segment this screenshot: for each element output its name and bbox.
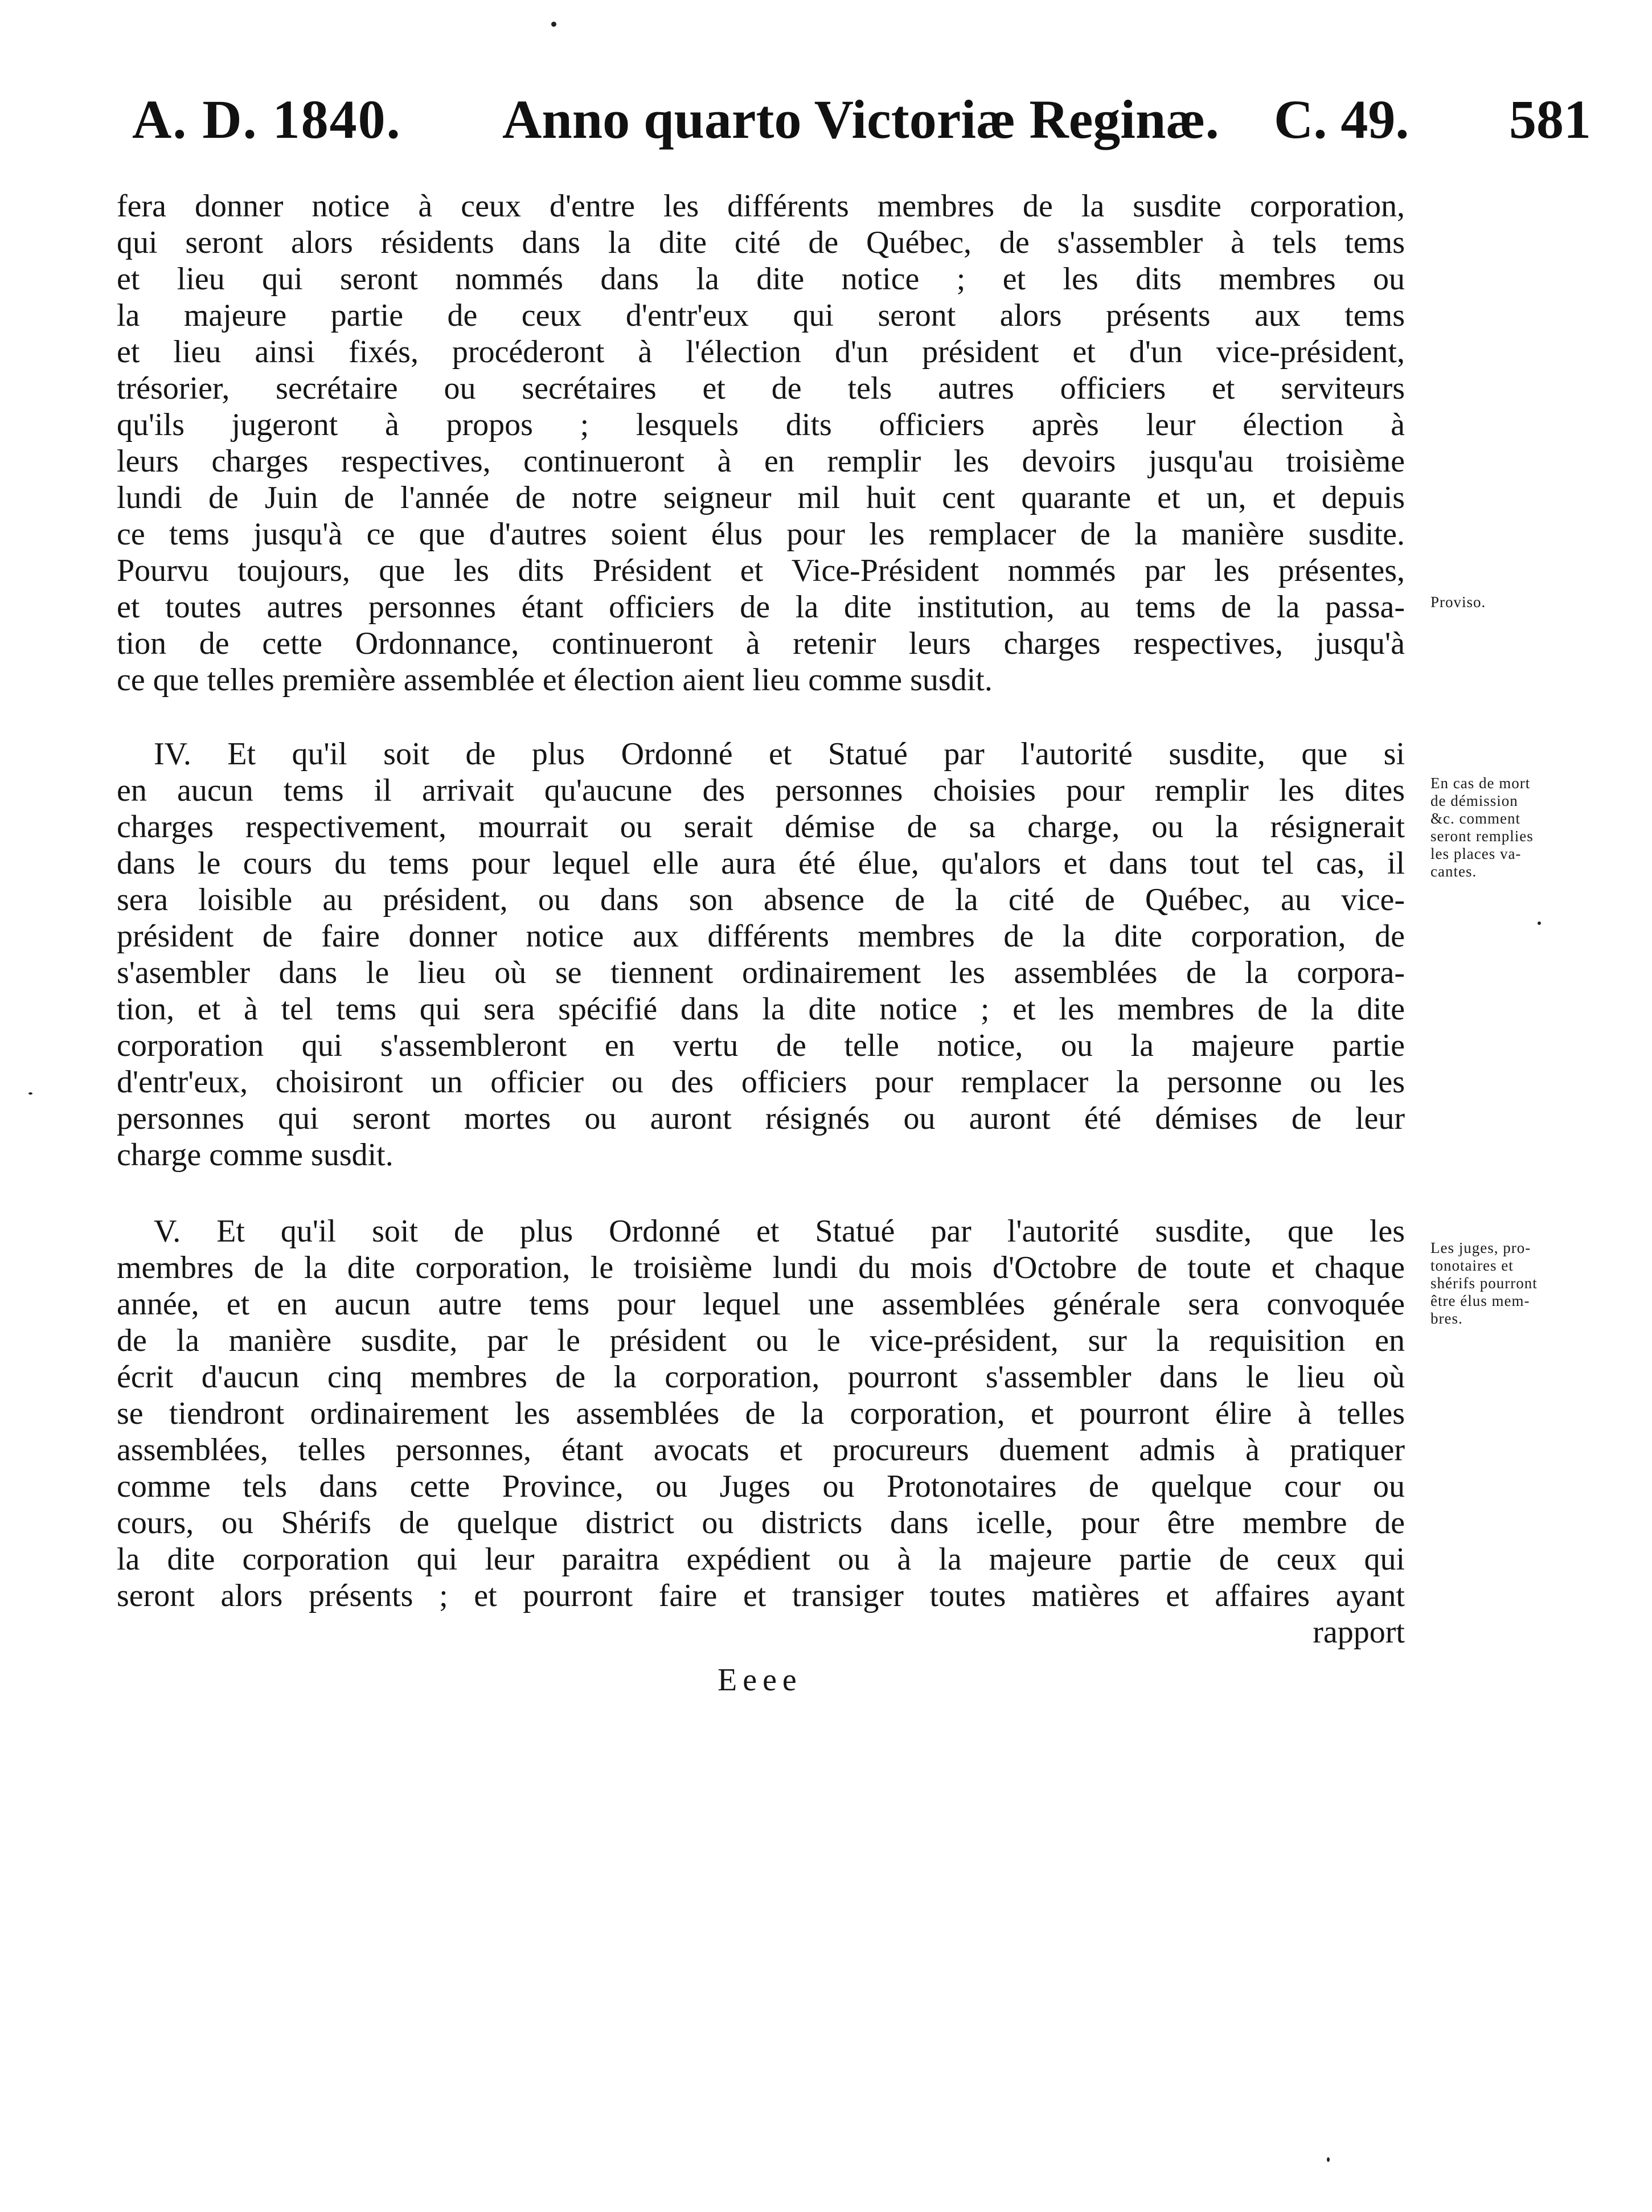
year-heading: A. D. 1840. xyxy=(132,89,401,150)
text-line: charges respectivement, mourrait ou serait démise de sa charge, ou la résignerait xyxy=(117,809,1405,845)
text-line: membres de la dite corporation, le troisième lundi du mois d'Octobre de toute et chaque xyxy=(117,1250,1405,1285)
margin-note-line: Proviso. xyxy=(1430,593,1486,611)
text-line: s'asembler dans le lieu où se tiennent ordinairement les assemblées de la corpora- xyxy=(117,955,1405,990)
text-line: charge comme susdit. xyxy=(117,1137,393,1173)
margin-note-line: bres. xyxy=(1430,1310,1463,1327)
text-line: se tiendront ordinairement les assemblées de la corporation, et pourront élire à telles xyxy=(117,1396,1405,1431)
text-line: président de faire donner notice aux différents membres de la dite corporation, de xyxy=(117,919,1405,954)
page-number: 581 xyxy=(1509,89,1591,150)
text-line: tion de cette Ordonnance, continueront à retenir leurs charges respectives, jusqu'à xyxy=(117,626,1405,661)
margin-note-line: seront remplies xyxy=(1430,828,1534,845)
catchword: rapport xyxy=(1313,1615,1405,1650)
section-opening-line: IV. Et qu'il soit de plus Ordonné et Statué par l'autorité susdite, que si xyxy=(154,736,1405,772)
scan-speck xyxy=(551,22,556,27)
text-line: assemblées, telles personnes, étant avocats et procureurs duement admis à pratiquer xyxy=(117,1432,1405,1468)
scan-speck xyxy=(1538,921,1541,925)
proviso-line: Pourvu toujours, que les dits Président et Vice-Président nommés par les présentes, xyxy=(117,553,1405,588)
section-opening-line: V. Et qu'il soit de plus Ordonné et Statué par l'autorité susdite, que les xyxy=(154,1214,1405,1249)
text-line: année, et en aucun autre tems pour lequel une assemblées générale sera convoquée xyxy=(117,1287,1405,1322)
margin-note-line: de démission xyxy=(1430,792,1518,809)
text-line: qu'ils jugeront à propos ; lesquels dits officiers après leur élection à xyxy=(117,407,1405,443)
text-line: ce que telles première assemblée et élection aient lieu comme susdit. xyxy=(117,662,993,698)
margin-note-vacancies xyxy=(1430,775,1534,880)
text-line: cours, ou Shérifs de quelque district ou districts dans icelle, pour être membre de xyxy=(117,1505,1405,1541)
text-line: tion, et à tel tems qui sera spécifié dans la dite notice ; et les membres de la dite xyxy=(117,992,1405,1027)
text-line: sera loisible au président, ou dans son absence de la cité de Québec, au vice- xyxy=(117,882,1405,917)
scan-speck xyxy=(28,1092,32,1095)
text-line: trésorier, secrétaire ou secrétaires et de tels autres officiers et serviteurs xyxy=(117,371,1405,406)
text-line: dans le cours du tems pour lequel elle aura été élue, qu'alors et dans tout tel cas, il xyxy=(117,846,1405,881)
margin-note-line: &c. comment xyxy=(1430,810,1520,827)
margin-note-line: tonotaires et xyxy=(1430,1257,1514,1274)
signature-mark: Eeee xyxy=(718,1662,802,1698)
scan-speck xyxy=(1327,2157,1330,2162)
text-line: et toutes autres personnes étant officiers de la dite institution, au tems de la passa- xyxy=(117,589,1405,625)
margin-note-line: être élus mem- xyxy=(1430,1292,1530,1309)
margin-note-line: shérifs pourront xyxy=(1430,1275,1538,1292)
text-line: fera donner notice à ceux d'entre les différents membres de la susdite corporation, xyxy=(117,189,1405,224)
text-line: personnes qui seront mortes ou auront résignés ou auront été démises de leur xyxy=(117,1101,1405,1136)
margin-note-line: En cas de mort xyxy=(1430,775,1531,792)
text-line: qui seront alors résidents dans la dite cité de Québec, de s'assembler à tels tems xyxy=(117,225,1405,260)
running-title: Anno quarto Victoriæ Reginæ. xyxy=(502,89,1219,150)
text-line: écrit d'aucun cinq membres de la corporation, pourront s'assembler dans le lieu où xyxy=(117,1359,1405,1395)
text-line: la dite corporation qui leur paraitra expédient ou à la majeure partie de ceux qui xyxy=(117,1542,1405,1577)
text-line: en aucun tems il arrivait qu'aucune des personnes choisies pour remplir les dites xyxy=(117,773,1405,808)
text-line: et lieu qui seront nommés dans la dite notice ; et les dits membres ou xyxy=(117,261,1405,297)
text-line: de la manière susdite, par le président ou le vice-président, sur la requisition en xyxy=(117,1323,1405,1358)
text-line: corporation qui s'assembleront en vertu de telle notice, ou la majeure partie xyxy=(117,1028,1405,1063)
margin-note-judges xyxy=(1430,1239,1538,1328)
chapter-number: C. 49. xyxy=(1274,89,1409,150)
text-line: d'entr'eux, choisiront un officier ou des officiers pour remplacer la personne ou les xyxy=(117,1064,1405,1100)
text-line: comme tels dans cette Province, ou Juges ou Protonotaires de quelque cour ou xyxy=(117,1469,1405,1504)
margin-note-line: cantes. xyxy=(1430,863,1477,880)
text-line: lundi de Juin de l'année de notre seigneur mil huit cent quarante et un, et depuis xyxy=(117,480,1405,515)
text-line: seront alors présents ; et pourront faire et transiger toutes matières et affaires ayant xyxy=(117,1578,1405,1613)
margin-note-line: Les juges, pro- xyxy=(1430,1239,1531,1256)
text-line: la majeure partie de ceux d'entr'eux qui seront alors présents aux tems xyxy=(117,298,1405,333)
text-line: et lieu ainsi fixés, procéderont à l'élection d'un président et d'un vice-président, xyxy=(117,334,1405,370)
text-line: leurs charges respectives, continueront à en remplir les devoirs jusqu'au troisième xyxy=(117,444,1405,479)
margin-note-proviso xyxy=(1430,593,1486,611)
margin-note-line: les places va- xyxy=(1430,845,1522,862)
text-line: ce tems jusqu'à ce que d'autres soient élus pour les remplacer de la manière susdite. xyxy=(117,517,1405,552)
